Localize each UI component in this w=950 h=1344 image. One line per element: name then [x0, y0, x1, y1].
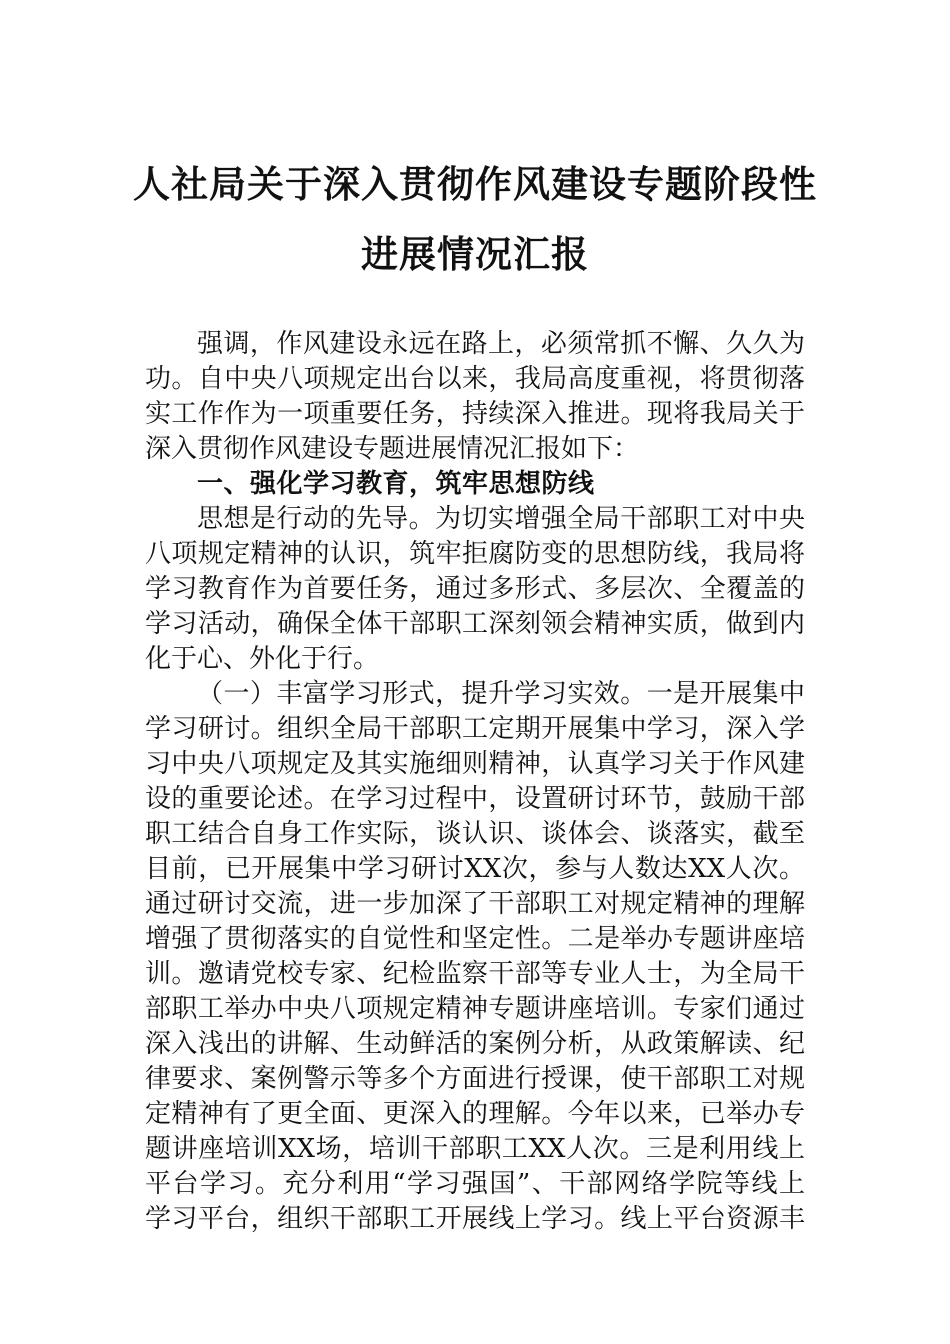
paragraph-line: 学习平台，组织干部职工开展线上学习。线上平台资源丰 — [145, 1204, 805, 1234]
paragraph-line: 平台学习。充分利用“学习强国”、干部网络学院等线上 — [145, 1169, 805, 1199]
paragraph-line: 增强了贯彻落实的自觉性和坚定性。二是举办专题讲座培 — [145, 924, 805, 954]
paragraph-line: 律要求、案例警示等多个方面进行授课，使干部职工对规 — [145, 1064, 805, 1094]
paragraph-line: 习中央八项规定及其实施细则精神，认真学习关于作风建 — [145, 749, 805, 779]
paragraph-line: 目前，已开展集中学习研讨XX次，参与人数达XX人次。 — [145, 854, 805, 884]
paragraph-line: 学习活动，确保全体干部职工深刻领会精神实质，做到内 — [145, 609, 805, 639]
paragraph-line: 深入贯彻作风建设专题进展情况汇报如下： — [145, 434, 640, 464]
paragraph-line: 实工作作为一项重要任务，持续深入推进。现将我局关于 — [145, 399, 805, 429]
paragraph-line: （一）丰富学习形式，提升学习实效。一是开展集中 — [197, 679, 805, 709]
paragraph-line: 训。邀请党校专家、纪检监察干部等专业人士，为全局干 — [145, 959, 805, 989]
paragraph-line: 功。自中央八项规定出台以来，我局高度重视，将贯彻落 — [145, 364, 805, 394]
paragraph-line: 化于心、外化于行。 — [145, 644, 380, 674]
paragraph-line: 深入浅出的讲解、生动鲜活的案例分析，从政策解读、纪 — [145, 1029, 805, 1059]
document-title-line-1: 人社局关于深入贯彻作风建设专题阶段性 — [133, 162, 817, 206]
paragraph-line: 部职工举办中央八项规定精神专题讲座培训。专家们通过 — [145, 994, 805, 1024]
paragraph-line: 八项规定精神的认识，筑牢拒腐防变的思想防线，我局将 — [145, 539, 805, 569]
paragraph-line: 定精神有了更全面、更深入的理解。今年以来，已举办专 — [145, 1099, 805, 1129]
paragraph-line: 强调，作风建设永远在路上，必须常抓不懈、久久为 — [197, 329, 805, 359]
document-title-line-2: 进展情况汇报 — [361, 232, 589, 276]
paragraph-line: 题讲座培训XX场，培训干部职工XX人次。三是利用线上 — [145, 1134, 805, 1164]
paragraph-line: 通过研讨交流，进一步加深了干部职工对规定精神的理解 — [145, 889, 805, 919]
paragraph-line: 思想是行动的先导。为切实增强全局干部职工对中央 — [197, 504, 805, 534]
paragraph-line: 学习研讨。组织全局干部职工定期开展集中学习，深入学 — [145, 714, 805, 744]
section-heading: 一、强化学习教育，筑牢思想防线 — [197, 469, 595, 499]
paragraph-line: 设的重要论述。在学习过程中，设置研讨环节，鼓励干部 — [145, 784, 805, 814]
paragraph-line: 学习教育作为首要任务，通过多形式、多层次、全覆盖的 — [145, 574, 805, 604]
paragraph-line: 职工结合自身工作实际，谈认识、谈体会、谈落实，截至 — [145, 819, 805, 849]
